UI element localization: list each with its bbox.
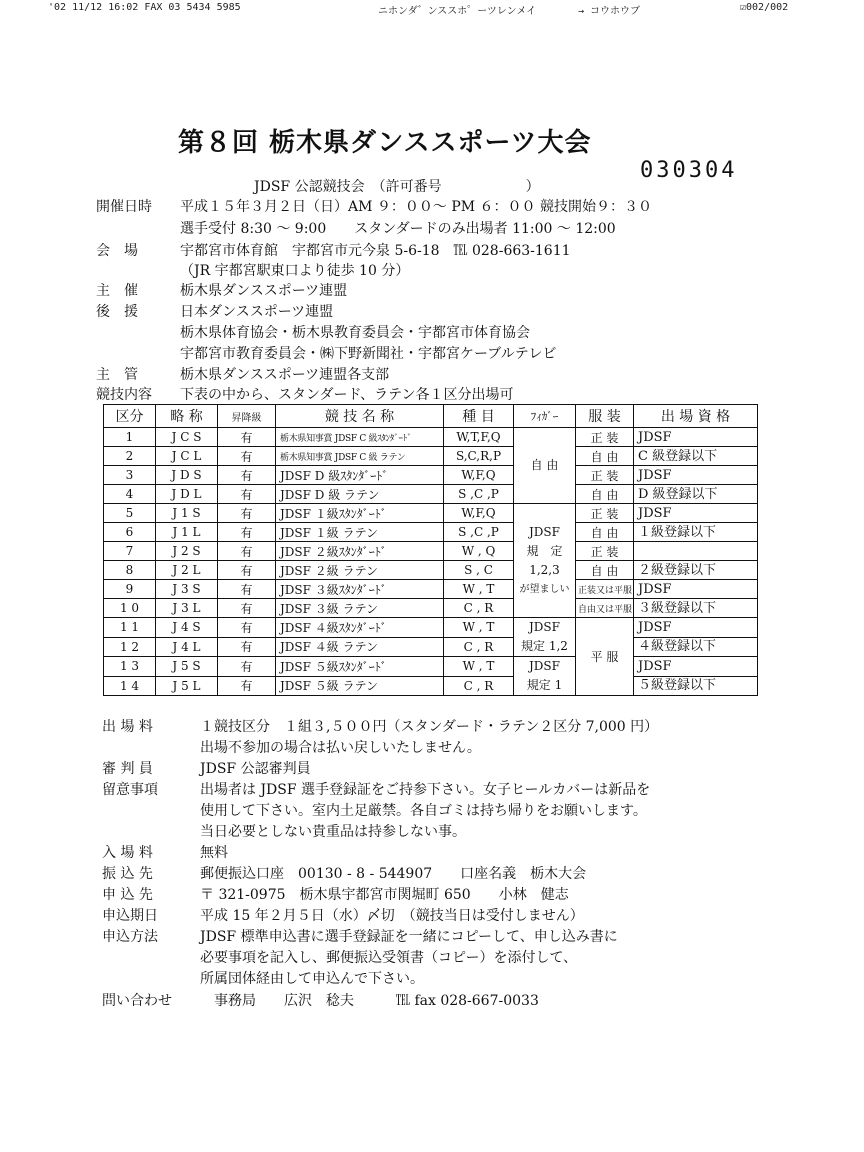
manage-label: 主 管 bbox=[96, 367, 138, 383]
fax-recipient: → コウホウブ bbox=[578, 6, 641, 17]
row-promo: 有 bbox=[218, 466, 276, 485]
row-name: JDSF ３級 ラテン bbox=[276, 599, 444, 618]
row-name: JDSF ３級ｽﾀﾝﾀﾞｰﾄﾞ bbox=[276, 580, 444, 599]
row-no: 1 0 bbox=[104, 599, 156, 618]
row-no: 4 bbox=[104, 485, 156, 504]
row-code: J D S bbox=[156, 466, 218, 485]
deadline-label: 申込期日 bbox=[102, 908, 158, 924]
support-line-1: 日本ダンススポーツ連盟 bbox=[180, 304, 334, 320]
dress-formal: 正 装 bbox=[576, 542, 634, 561]
row-promo: 有 bbox=[218, 523, 276, 542]
row-no: 1 4 bbox=[104, 676, 156, 696]
dress-free: 自 由 bbox=[576, 561, 634, 580]
table-row bbox=[104, 676, 758, 696]
contact-label: 問い合わせ bbox=[102, 993, 172, 1009]
qual-g2-empty bbox=[634, 542, 758, 561]
row-code: J 5 S bbox=[156, 657, 218, 677]
row-no: 9 bbox=[104, 580, 156, 599]
figure-g4-line-2: 規定 1,2 bbox=[521, 639, 568, 653]
dress-formal: 正 装 bbox=[576, 466, 634, 485]
header-promotion: 昇降級 bbox=[218, 405, 276, 428]
row-name: JDSF ４級ｽﾀﾝﾀﾞｰﾄﾞ bbox=[276, 618, 444, 638]
row-code: J 2 L bbox=[156, 561, 218, 580]
figure-g5-line-2: 規定 1 bbox=[526, 678, 563, 692]
row-no: 8 bbox=[104, 561, 156, 580]
table-row bbox=[104, 485, 758, 504]
venue-sub: （JR 宇都宮駅東口より徒歩 10 分） bbox=[180, 263, 410, 279]
row-promo: 有 bbox=[218, 657, 276, 677]
row-name: JDSF １級 ラテン bbox=[276, 523, 444, 542]
qual-c-1: JDSF bbox=[634, 428, 758, 447]
row-promo: 有 bbox=[218, 504, 276, 523]
header-code: 略 称 bbox=[156, 405, 218, 428]
date-value: 平成１５年３月２日（日）AM ９：００～ PM ６：００ 競技開始９：３０ bbox=[180, 199, 652, 215]
qual-g5-2: ５級登録以下 bbox=[634, 676, 758, 696]
row-no: 2 bbox=[104, 447, 156, 466]
table-row bbox=[104, 466, 758, 485]
method-line-1: JDSF 標準申込書に選手登録証を一緒にコピーして、申し込み書に bbox=[200, 929, 618, 945]
row-code: J C S bbox=[156, 428, 218, 447]
admission-value: 無料 bbox=[200, 845, 228, 861]
fee-value: １競技区分 １組３,５００円（スタンダード・ラテン２区分 7,000 円） bbox=[200, 719, 659, 735]
judge-label: 審 判 員 bbox=[102, 761, 153, 777]
qual-d-2: D 級登録以下 bbox=[634, 485, 758, 504]
support-line-3: 宇都宮市教育委員会・㈱下野新聞社・宇都宮ケーブルテレビ bbox=[180, 346, 557, 362]
row-code: J 1 S bbox=[156, 504, 218, 523]
row-promo: 有 bbox=[218, 676, 276, 696]
row-events: W,F,Q bbox=[444, 504, 514, 523]
dress-formal: 正 装 bbox=[576, 504, 634, 523]
row-code: J 1 L bbox=[156, 523, 218, 542]
row-code: J 3 L bbox=[156, 599, 218, 618]
qual-d-1: JDSF bbox=[634, 466, 758, 485]
figure-g4-line-1: JDSF bbox=[529, 620, 560, 634]
fax-page: ☑002/002 bbox=[740, 2, 789, 13]
row-no: 1 bbox=[104, 428, 156, 447]
dress-free: 自 由 bbox=[576, 523, 634, 542]
notes-line-3: 当日必要としない貴重品は持参しない事。 bbox=[200, 824, 466, 840]
notes-line-1: 出場者は JDSF 選手登録証をご持参下さい。女子ヒールカバーは新品を bbox=[200, 782, 651, 798]
row-events: C , R bbox=[444, 599, 514, 618]
fax-datetime: '02 11/12 16:02 FAX 03 5434 5985 bbox=[48, 2, 241, 13]
row-events: S,C,R,P bbox=[444, 447, 514, 466]
competition-table bbox=[103, 404, 758, 696]
row-promo: 有 bbox=[218, 580, 276, 599]
figure-free: 自 由 bbox=[514, 428, 576, 504]
row-events: W , T bbox=[444, 580, 514, 599]
row-name: JDSF ２級 ラテン bbox=[276, 561, 444, 580]
date-label: 開催日時 bbox=[96, 199, 152, 215]
method-label: 申込方法 bbox=[102, 929, 158, 945]
header-events: 種 目 bbox=[444, 405, 514, 428]
qual-c-2: C 級登録以下 bbox=[634, 447, 758, 466]
qual-g5-1: JDSF bbox=[634, 657, 758, 677]
header-division: 区分 bbox=[104, 405, 156, 428]
header-qualification: 出 場 資 格 bbox=[634, 405, 758, 428]
row-code: J 4 L bbox=[156, 637, 218, 657]
row-code: J 4 S bbox=[156, 618, 218, 638]
row-name: JDSF ５級 ラテン bbox=[276, 676, 444, 696]
row-events: W,T,F,Q bbox=[444, 428, 514, 447]
page-title: 第８回 栃木県ダンススポーツ大会 bbox=[178, 128, 592, 158]
figure-jdsf-line-3: 1,2,3 bbox=[529, 562, 560, 577]
row-code: J D L bbox=[156, 485, 218, 504]
transfer-label: 振 込 先 bbox=[102, 866, 153, 882]
row-promo: 有 bbox=[218, 447, 276, 466]
host-value: 栃木県ダンススポーツ連盟 bbox=[180, 283, 348, 299]
content-value: 下表の中から、スタンダード、ラテン各１区分出場可 bbox=[180, 387, 514, 403]
row-code: J 5 L bbox=[156, 676, 218, 696]
dress-free-or-plain: 自由又は平服 bbox=[576, 599, 634, 618]
manage-value: 栃木県ダンススポーツ連盟各支部 bbox=[180, 367, 390, 383]
row-name: JDSF １級ｽﾀﾝﾀﾞｰﾄﾞ bbox=[276, 504, 444, 523]
admission-label: 入 場 料 bbox=[102, 845, 153, 861]
row-name: JDSF ２級ｽﾀﾝﾀﾞｰﾄﾞ bbox=[276, 542, 444, 561]
row-events: S ,C ,P bbox=[444, 523, 514, 542]
support-line-2: 栃木県体育協会・栃木県教育委員会・宇都宮市体育協会 bbox=[180, 325, 530, 341]
row-name: 栃木県知事賞 JDSF C 級ｽﾀﾝﾀﾞｰﾄﾞ bbox=[276, 428, 444, 447]
figure-jdsf-line-4: が望ましい bbox=[519, 583, 570, 595]
row-no: 6 bbox=[104, 523, 156, 542]
row-events: W , T bbox=[444, 657, 514, 677]
figure-jdsf-123 bbox=[514, 504, 576, 618]
dress-free: 自 由 bbox=[576, 485, 634, 504]
venue-value: 宇都宮市体育館 宇都宮市元今泉 5-6-18 ℡ 028-663-1611 bbox=[180, 243, 571, 259]
table-row bbox=[104, 447, 758, 466]
figure-jdsf-line-2: 規 定 bbox=[526, 543, 563, 558]
row-name: 栃木県知事賞 JDSF C 級 ラテン bbox=[276, 447, 444, 466]
row-no: 1 3 bbox=[104, 657, 156, 677]
table-header bbox=[104, 405, 758, 428]
row-name: JDSF ５級ｽﾀﾝﾀﾞｰﾄﾞ bbox=[276, 657, 444, 677]
transfer-value: 郵便振込口座 00130 - 8 - 544907 口座名義 栃木大会 bbox=[200, 866, 587, 882]
header-figure: ﾌｨｶﾞｰ bbox=[514, 405, 576, 428]
dress-free: 自 由 bbox=[576, 447, 634, 466]
qual-g3-2: ３級登録以下 bbox=[634, 599, 758, 618]
row-no: 5 bbox=[104, 504, 156, 523]
header-dress: 服 装 bbox=[576, 405, 634, 428]
row-code: J 3 S bbox=[156, 580, 218, 599]
notes-line-2: 使用して下さい。室内土足厳禁。各自ゴミは持ち帰りをお願いします。 bbox=[200, 803, 647, 819]
row-name: JDSF ４級 ラテン bbox=[276, 637, 444, 657]
row-events: C , R bbox=[444, 676, 514, 696]
row-no: 7 bbox=[104, 542, 156, 561]
table-row bbox=[104, 580, 758, 599]
qual-g1-2: １級登録以下 bbox=[634, 523, 758, 542]
row-events: W , Q bbox=[444, 542, 514, 561]
apply-value: 〒 321-0975 栃木県宇都宮市関堀町 650 小林 健志 bbox=[200, 887, 569, 903]
notes-label: 留意事項 bbox=[102, 782, 158, 798]
figure-g5-line-1: JDSF bbox=[529, 659, 560, 673]
qual-g4-2: ４級登録以下 bbox=[634, 637, 758, 657]
dress-formal-or-plain: 正装又は平服 bbox=[576, 580, 634, 599]
host-label: 主 催 bbox=[96, 283, 138, 299]
row-code: J C L bbox=[156, 447, 218, 466]
figure-jdsf-line-1: JDSF bbox=[529, 524, 560, 539]
table-row bbox=[104, 523, 758, 542]
header-name: 競 技 名 称 bbox=[276, 405, 444, 428]
row-promo: 有 bbox=[218, 599, 276, 618]
apply-label: 申 込 先 bbox=[102, 887, 153, 903]
figure-jdsf-12 bbox=[514, 618, 576, 657]
row-promo: 有 bbox=[218, 637, 276, 657]
dress-formal: 正 装 bbox=[576, 428, 634, 447]
figure-jdsf-1 bbox=[514, 657, 576, 696]
fee-sub: 出場不参加の場合は払い戻しいたしません。 bbox=[200, 740, 481, 756]
subtitle: JDSF 公認競技会 （許可番号 ） bbox=[254, 179, 540, 195]
table-row bbox=[104, 599, 758, 618]
table-row bbox=[104, 542, 758, 561]
qual-g3-1: JDSF bbox=[634, 580, 758, 599]
table-row bbox=[104, 618, 758, 638]
row-events: W , T bbox=[444, 618, 514, 638]
row-events: C , R bbox=[444, 637, 514, 657]
qual-g2: ２級登録以下 bbox=[634, 561, 758, 580]
row-promo: 有 bbox=[218, 485, 276, 504]
table-row bbox=[104, 657, 758, 677]
fax-sender: ニホンダ゛ンススホ゜ーツレンメイ bbox=[378, 6, 537, 17]
venue-label: 会 場 bbox=[96, 243, 138, 259]
fee-label: 出 場 料 bbox=[102, 719, 153, 735]
row-events: S ,C ,P bbox=[444, 485, 514, 504]
table-row bbox=[104, 504, 758, 523]
row-events: W,F,Q bbox=[444, 466, 514, 485]
row-code: J 2 S bbox=[156, 542, 218, 561]
row-promo: 有 bbox=[218, 542, 276, 561]
method-line-3: 所属団体経由して申込んで下さい。 bbox=[200, 971, 424, 987]
row-name: JDSF D 級 ラテン bbox=[276, 485, 444, 504]
support-label: 後 援 bbox=[96, 304, 138, 320]
content-label: 競技内容 bbox=[96, 387, 152, 403]
dress-plain: 平 服 bbox=[576, 618, 634, 696]
qual-g4-1: JDSF bbox=[634, 618, 758, 638]
document-number: 030304 bbox=[640, 158, 738, 183]
row-no: 1 2 bbox=[104, 637, 156, 657]
contact-value: 事務局 広沢 稔夫 ℡ fax 028-667-0033 bbox=[214, 993, 539, 1009]
row-no: 3 bbox=[104, 466, 156, 485]
row-name: JDSF D 級ｽﾀﾝﾀﾞｰﾄﾞ bbox=[276, 466, 444, 485]
method-line-2: 必要事項を記入し、郵便振込受領書（コピー）を添付して、 bbox=[200, 950, 578, 966]
date-sub: 選手受付 8:30 ～ 9:00 スタンダードのみ出場者 11:00 ～ 12:00 bbox=[180, 221, 616, 237]
table-row bbox=[104, 561, 758, 580]
judge-value: JDSF 公認審判員 bbox=[200, 761, 311, 777]
row-no: 1 1 bbox=[104, 618, 156, 638]
row-events: S , C bbox=[444, 561, 514, 580]
table-row bbox=[104, 428, 758, 447]
deadline-value: 平成 15 年２月５日（水）〆切 （競技当日は受付しません） bbox=[200, 908, 584, 924]
row-promo: 有 bbox=[218, 618, 276, 638]
qual-g1-1: JDSF bbox=[634, 504, 758, 523]
row-promo: 有 bbox=[218, 561, 276, 580]
table-row bbox=[104, 637, 758, 657]
row-promo: 有 bbox=[218, 428, 276, 447]
